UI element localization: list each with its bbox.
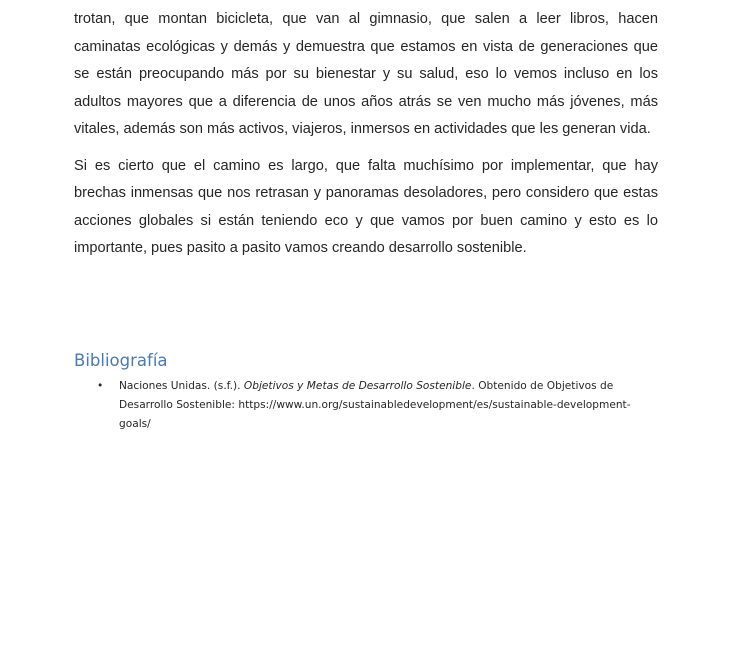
- bibliography-title: Objetivos y Metas de Desarrollo Sostenible: [243, 380, 472, 392]
- bibliography-source: . Obtenido de Objetivos de Desarrollo Sostenible: https://www.un.org/sustainabledevelopment/es/sustainable-development-goals/: [119, 380, 631, 430]
- paragraph-conclusion: Si es cierto que el camino es largo, que falta muchísimo por implementar, que hay brechas inmensas que nos retrasan y panoramas desoladores, pero considero que estas acciones globales si están teniendo eco y que vamos por buen camino y esto es lo importante, pues pasito a pasito vamos creando desarrollo sostenible.: [74, 157, 658, 256]
- bibliography-author: Naciones Unidas. (s.f.).: [119, 380, 244, 392]
- paragraph-continuation: trotan, que montan bicicleta, que van al gimnasio, que salen a leer libros, hacen caminatas ecológicas y demás y demuestra que estamos en vista de generaciones que se están preocupando más por su bienestar y su salud, eso lo vemos incluso en los adultos mayores que a diferencia de unos años atrás se ven mucho más jóvenes, más vitales, además son más activos, viajeros, inmersos en actividades que les generan vida.: [74, 11, 658, 137]
- bibliography-list: [92, 377, 652, 434]
- bibliography-heading: Bibliografía: [74, 351, 168, 370]
- bibliography-entry: [92, 377, 652, 434]
- bullet-icon: •: [97, 380, 104, 392]
- body-text: [74, 6, 658, 263]
